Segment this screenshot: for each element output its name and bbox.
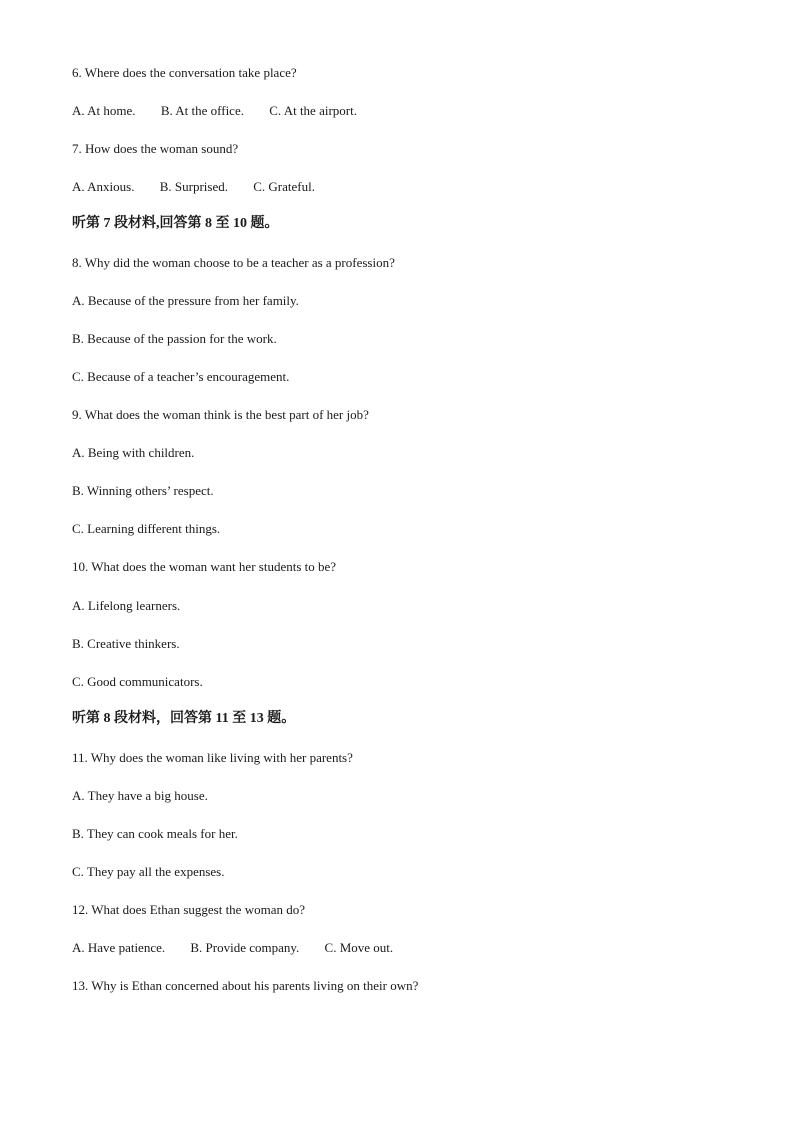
question-9: 9. What does the woman think is the best part of her job?: [72, 407, 369, 422]
option-6a: A. At home.: [72, 103, 136, 118]
option-6b: B. At the office.: [160, 103, 244, 118]
question-11: 11. Why does the woman like living with her parents?: [72, 750, 353, 765]
question-7-options: [72, 179, 315, 195]
question-12: 12. What does Ethan suggest the woman do?: [72, 902, 305, 917]
option-10b: B. Creative thinkers.: [72, 636, 180, 651]
option-11b: B. They can cook meals for her.: [72, 826, 238, 841]
option-12c: C. Move out.: [324, 940, 394, 955]
option-8b: B. Because of the passion for the work.: [72, 331, 277, 346]
question-10: 10. What does the woman want her students to be?: [72, 559, 337, 574]
option-8c: C. Because of a teacher’s encouragement.: [72, 369, 290, 384]
option-8a: A. Because of the pressure from her family.: [72, 293, 299, 308]
option-7b: B. Surprised.: [159, 179, 228, 194]
option-9a: A. Being with children.: [72, 445, 195, 460]
section-8-heading: 听第 8 段材料，回答第 11 至 13 题。: [72, 711, 296, 726]
option-9b: B. Winning others’ respect.: [72, 483, 214, 498]
option-7c: C. Grateful.: [253, 179, 315, 194]
option-11c: C. They pay all the expenses.: [72, 864, 225, 879]
option-7a: A. Anxious.: [72, 179, 135, 194]
section-7-heading: 听第 7 段材料,回答第 8 至 10 题。: [72, 216, 279, 231]
question-13: 13. Why is Ethan concerned about his parents living on their own?: [72, 978, 419, 993]
option-10c: C. Good communicators.: [72, 674, 203, 689]
option-12a: A. Have patience.: [72, 940, 166, 955]
question-12-options: [72, 940, 393, 956]
option-10a: A. Lifelong learners.: [72, 598, 181, 613]
question-7: 7. How does the woman sound?: [72, 141, 239, 156]
option-12b: B. Provide company.: [190, 940, 300, 955]
option-9c: C. Learning different things.: [72, 521, 221, 536]
option-11a: A. They have a big house.: [72, 788, 208, 803]
question-6-options: [72, 103, 357, 119]
option-6c: C. At the airport.: [269, 103, 357, 118]
question-8: 8. Why did the woman choose to be a teacher as a profession?: [72, 255, 395, 270]
question-6: 6. Where does the conversation take place?: [72, 65, 297, 80]
